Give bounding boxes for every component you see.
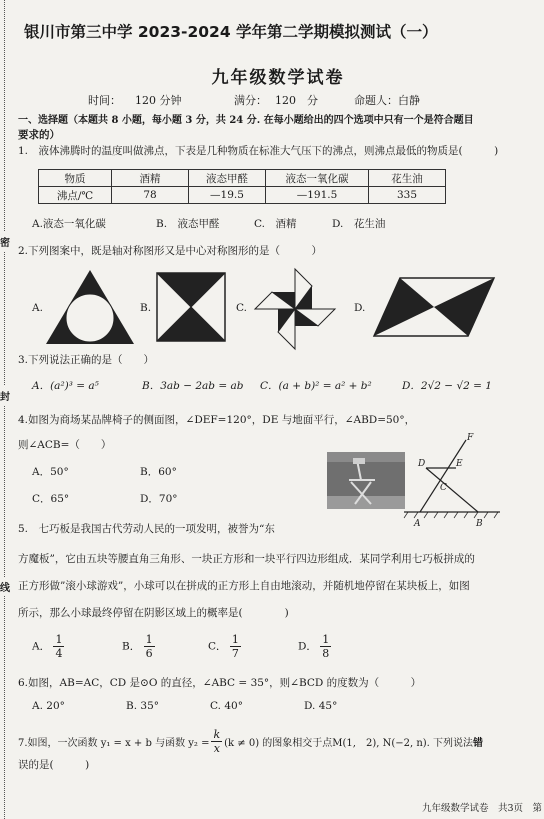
q5-option-a-fraction xyxy=(53,633,64,660)
q6-option-c: C. 40° xyxy=(210,700,243,712)
exam-subtitle: 九年级数学试卷 xyxy=(211,68,345,88)
q3-stem: 3.下列说法正确的是（ ） xyxy=(18,354,155,366)
chair-diagram xyxy=(400,428,510,528)
q5-stem: 5. 七巧板是我国古代劳动人民的一项发明，被誉为“东 xyxy=(18,523,275,535)
point-label-d: D xyxy=(418,459,426,469)
q2-option-a-label: A. xyxy=(32,302,43,314)
page-footer: 九年级数学试卷 共3页 第 xyxy=(421,803,542,814)
q2-figure-c xyxy=(252,266,338,352)
author-value: 白静 xyxy=(398,94,420,107)
table-cell: 335 xyxy=(369,187,446,204)
q5-option-b-letter: B． xyxy=(122,640,141,653)
fraction-numerator: k xyxy=(213,728,221,741)
table-cell: —191.5 xyxy=(266,187,369,204)
q5-option-c xyxy=(208,633,241,660)
chair-photo xyxy=(327,452,405,509)
table-cell: —19.5 xyxy=(189,187,266,204)
score-info xyxy=(234,92,318,108)
q4-option-d: D．70° xyxy=(140,493,178,505)
table-header-cell: 花生油 xyxy=(369,170,446,187)
q2-figure-a xyxy=(44,268,136,346)
fraction-denominator: 8 xyxy=(322,647,330,660)
table-cell: 78 xyxy=(112,187,189,204)
q7-stem-part1: 7.如图，一次函数 y₁ = x + b 与函数 y₂ = xyxy=(18,738,210,749)
q7-stem-cont: 误的是( ) xyxy=(18,759,90,771)
q1-stem: 1. 液体沸腾时的温度叫做沸点，下表是几种物质在标准大气压下的沸点，则沸点最低的物质是( ) xyxy=(18,145,499,157)
table-row xyxy=(39,187,446,204)
q5-stem-line3: 正方形做”滚小球游戏”，小球可以在拼成的正方形上自由地滚动，并随机地停留在某块板上，如图 xyxy=(18,580,470,592)
time-info xyxy=(88,92,182,108)
q3-option-b: B．3ab − 2ab = ab xyxy=(142,380,244,392)
q2-option-c-label: C. xyxy=(236,302,247,314)
q5-option-b xyxy=(122,633,155,660)
q5-option-c-fraction xyxy=(230,633,241,660)
q4-stem-cont: 则∠ACB=（ ） xyxy=(18,439,112,451)
q5-option-b-fraction xyxy=(144,633,155,660)
q7-stem-part2: (k ≠ 0) 的图象相交于点M(1, 2), N(−2, n). 下列说法 xyxy=(224,738,474,749)
table-header-cell: 酒精 xyxy=(112,170,189,187)
q1-option-b: B. 液态甲醛 xyxy=(156,218,220,230)
fraction-denominator: 4 xyxy=(55,647,63,660)
fraction-denominator: 7 xyxy=(231,647,239,660)
q5-option-d-fraction xyxy=(320,633,331,660)
table-row-label: 沸点/℃ xyxy=(39,187,112,204)
author-label: 命题人： xyxy=(354,94,398,107)
binding-line xyxy=(4,0,5,819)
q5-option-d-letter: D． xyxy=(298,640,317,653)
boiling-point-table xyxy=(38,169,446,204)
q2-stem: 2.下列图案中，既是轴对称图形又是中心对称图形的是（ ） xyxy=(18,245,323,257)
binding-seal-xian: 线 xyxy=(0,577,10,596)
table-header-cell: 液态一氧化碳 xyxy=(266,170,369,187)
q6-option-b: B. 35° xyxy=(126,700,160,712)
q4-option-a: A．50° xyxy=(32,466,69,478)
table-row xyxy=(39,170,446,187)
fraction-numerator: 1 xyxy=(55,633,63,646)
q2-option-b-label: B. xyxy=(140,302,152,314)
q5-option-a xyxy=(32,633,64,660)
time-label: 时间： xyxy=(88,94,121,107)
q6-option-a: A. 20° xyxy=(32,700,65,712)
q7-stem xyxy=(18,728,483,755)
table-header-cell: 物质 xyxy=(39,170,112,187)
fraction-numerator: 1 xyxy=(231,633,239,646)
q2-option-d-label: D. xyxy=(354,302,366,314)
section1-heading: 一、选择题（本题共 8 小题，每小题 3 分，共 24 分. 在每小题给出的四个选项中只有一个是符合题目 xyxy=(18,115,474,126)
author-info xyxy=(354,92,420,108)
q6-stem: 6.如图，AB=AC，CD 是⊙O 的直径，∠ABC = 35°，则∠BCD 的度数为（ ） xyxy=(18,677,422,689)
q1-option-a: A.液态一氧化碳 xyxy=(32,218,106,230)
q5-option-a-letter: A． xyxy=(32,640,51,653)
q6-option-d: D. 45° xyxy=(304,700,338,712)
q7-fraction xyxy=(211,728,222,755)
q5-option-d xyxy=(298,633,331,660)
binding-seal-mi: 密 xyxy=(0,232,10,251)
q5-option-c-letter: C． xyxy=(208,640,227,653)
q3-option-d: D．2√2 − √2 = 1 xyxy=(402,380,492,392)
point-label-f: F xyxy=(467,433,474,443)
q2-figure-d xyxy=(372,276,496,338)
point-label-e: E xyxy=(456,459,463,469)
table-header-cell: 液态甲醛 xyxy=(189,170,266,187)
fraction-numerator: 1 xyxy=(145,633,153,646)
q1-option-c: C. 酒精 xyxy=(254,218,297,230)
section1-heading-cont: 要求的） xyxy=(18,129,60,141)
time-value: 120 分钟 xyxy=(135,94,182,107)
binding-seal-feng: 封 xyxy=(0,386,10,405)
q4-option-c: C．65° xyxy=(32,493,70,505)
fraction-numerator: 1 xyxy=(322,633,330,646)
q1-option-d: D. 花生油 xyxy=(332,218,386,230)
q7-stem-emphasis: 错 xyxy=(473,738,484,749)
point-label-b: B xyxy=(476,519,483,528)
point-label-c: C xyxy=(440,483,447,493)
q3-option-c: C．(a + b)² = a² + b² xyxy=(260,380,372,392)
q5-stem-line4: 所示，那么小球最终停留在阴影区域上的概率是( ) xyxy=(18,607,289,619)
q2-figure-b xyxy=(156,272,226,342)
exam-title: 银川市第三中学 2023-2024 学年第二学期模拟测试（一） xyxy=(24,23,438,41)
score-value: 120 分 xyxy=(275,94,318,107)
q4-option-b: B．60° xyxy=(140,466,177,478)
score-label: 满分： xyxy=(234,94,267,107)
q5-stem-line2: 方魔板”，它由五块等腰直角三角形、一块正方形和一块平行四边形组成．某同学利用七巧板拼成的 xyxy=(18,553,475,565)
fraction-denominator: 6 xyxy=(145,647,153,660)
q4-stem: 4.如图为商场某品牌椅子的侧面图，∠DEF=120°，DE 与地面平行，∠ABD=50°， xyxy=(18,414,416,426)
q3-option-a: A．(a²)³ = a⁵ xyxy=(32,380,99,392)
point-label-a: A xyxy=(414,519,421,528)
fraction-denominator: x xyxy=(213,742,220,755)
